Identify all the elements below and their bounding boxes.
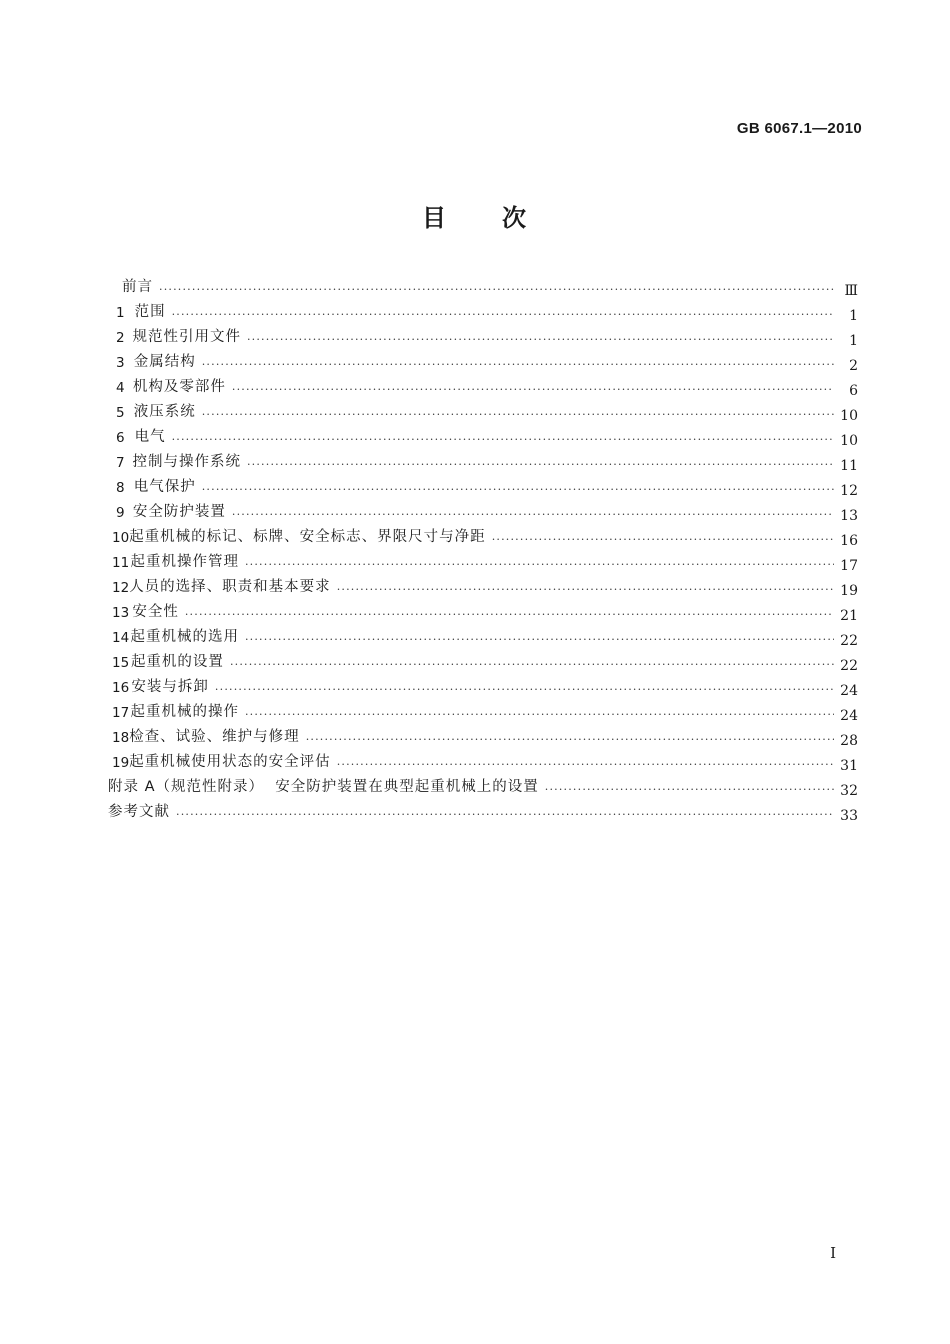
toc-entry-page: 24 xyxy=(840,683,858,699)
toc-entry-page: 13 xyxy=(840,508,858,524)
toc-leader-dots xyxy=(306,730,834,743)
toc-entry-page: 11 xyxy=(840,458,858,474)
toc-entry-number: 15 xyxy=(112,655,130,671)
toc-entry-label: 范围 xyxy=(134,304,166,320)
toc-entry-label: 起重机的设置 xyxy=(130,654,224,670)
toc-entry-page: 32 xyxy=(840,783,858,799)
toc-entry-number: 17 xyxy=(112,705,130,721)
toc-leader-dots xyxy=(159,280,834,293)
toc-entry-number: 10 xyxy=(112,530,130,546)
toc-entry-page: 1 xyxy=(849,308,858,324)
toc-entry-label: 起重机操作管理 xyxy=(130,554,239,570)
toc-leader-dots xyxy=(247,455,834,468)
toc-leader-dots xyxy=(545,780,834,793)
toc-leader-dots xyxy=(172,305,834,318)
toc-leader-dots xyxy=(232,380,834,393)
toc-entry-label: 检查、试验、维护与修理 xyxy=(129,729,300,745)
toc-entry-page: 2 xyxy=(849,358,858,374)
toc-leader-dots xyxy=(215,680,834,693)
toc-entry-number: 11 xyxy=(112,555,130,571)
toc-entry-label: 安全防护装置 xyxy=(132,504,226,520)
table-of-contents xyxy=(108,271,858,824)
toc-leader-dots xyxy=(245,705,834,718)
toc-entry-number: 1 xyxy=(116,305,125,321)
toc-entry-page: 19 xyxy=(840,583,858,599)
toc-entry-number: 2 xyxy=(116,330,125,346)
toc-entry-number: 3 xyxy=(116,355,125,371)
toc-entry-label: 电气保护 xyxy=(133,479,196,495)
toc-entry-page: 17 xyxy=(840,558,858,574)
toc-title-char: 目 xyxy=(422,204,448,232)
toc-leader-dots xyxy=(247,330,834,343)
toc-entry-4[interactable] xyxy=(108,371,858,399)
toc-entry-page: 31 xyxy=(840,758,858,774)
toc-entry-label: 规范性引用文件 xyxy=(132,329,241,345)
toc-entry-page: 10 xyxy=(840,408,858,424)
toc-entry-number: 7 xyxy=(116,455,125,471)
toc-entry-label: 起重机械的操作 xyxy=(130,704,239,720)
toc-entry-number: 6 xyxy=(116,430,125,446)
toc-entry-number: 8 xyxy=(116,480,125,496)
toc-entry-label: 电气 xyxy=(134,429,166,445)
toc-entry-number: 9 xyxy=(116,505,125,521)
toc-leader-dots xyxy=(176,805,834,818)
toc-leader-dots xyxy=(202,405,834,418)
toc-entry-references[interactable] xyxy=(108,796,858,824)
toc-entry-17[interactable] xyxy=(108,696,858,724)
toc-entry-page: 33 xyxy=(840,808,858,824)
toc-entry-page: 6 xyxy=(849,383,858,399)
toc-entry-3[interactable] xyxy=(108,346,858,374)
toc-entry-label: 附录 A（规范性附录） 安全防护装置在典型起重机械上的设置 xyxy=(108,779,539,795)
toc-entry-16[interactable] xyxy=(108,671,858,699)
toc-entry-7[interactable] xyxy=(108,446,858,474)
toc-entry-label: 安全性 xyxy=(132,604,179,620)
toc-entry-page: 1 xyxy=(849,333,858,349)
page-number: I xyxy=(830,1244,836,1262)
toc-entry-18[interactable] xyxy=(108,721,858,749)
toc-entry-12[interactable] xyxy=(108,571,858,599)
toc-entry-1[interactable] xyxy=(108,296,858,324)
toc-entry-5[interactable] xyxy=(108,396,858,424)
toc-entry-label: 金属结构 xyxy=(133,354,196,370)
toc-entry-page: 22 xyxy=(840,633,858,649)
toc-entry-page: Ⅲ xyxy=(844,283,858,299)
toc-entry-8[interactable] xyxy=(108,471,858,499)
toc-entry-14[interactable] xyxy=(108,621,858,649)
toc-entry-label: 机构及零部件 xyxy=(132,379,226,395)
toc-leader-dots xyxy=(202,355,834,368)
toc-leader-dots xyxy=(202,480,834,493)
toc-entry-page: 12 xyxy=(840,483,858,499)
toc-title xyxy=(0,198,950,233)
toc-entry-11[interactable] xyxy=(108,546,858,574)
toc-leader-dots xyxy=(172,430,834,443)
toc-entry-label: 起重机械的选用 xyxy=(130,629,239,645)
toc-entry-number: 14 xyxy=(112,630,130,646)
toc-entry-label: 前言 xyxy=(122,279,153,295)
toc-entry-label: 液压系统 xyxy=(133,404,196,420)
toc-entry-page: 16 xyxy=(840,533,858,549)
toc-leader-dots xyxy=(337,580,834,593)
toc-title-char: 次 xyxy=(502,204,528,232)
toc-entry-10[interactable] xyxy=(108,521,858,549)
toc-entry-label: 安装与拆卸 xyxy=(131,679,209,695)
toc-leader-dots xyxy=(337,755,834,768)
toc-entry-label: 起重机械的标记、标牌、安全标志、界限尺寸与净距 xyxy=(129,529,486,545)
toc-entry-label: 控制与操作系统 xyxy=(132,454,241,470)
toc-entry-appendix-a[interactable] xyxy=(108,771,858,799)
toc-leader-dots xyxy=(185,605,834,618)
toc-entry-number: 4 xyxy=(116,380,125,396)
toc-entry-number: 13 xyxy=(112,605,130,621)
toc-leader-dots xyxy=(492,530,834,543)
toc-leader-dots xyxy=(245,555,834,568)
toc-entry-label: 参考文献 xyxy=(108,804,170,820)
document-code: GB 6067.1—2010 xyxy=(736,120,862,137)
toc-entry-13[interactable] xyxy=(108,596,858,624)
toc-entry-2[interactable] xyxy=(108,321,858,349)
toc-entry-page: 28 xyxy=(840,733,858,749)
toc-entry-number: 16 xyxy=(112,680,130,696)
toc-entry-page: 21 xyxy=(840,608,858,624)
toc-entry-19[interactable] xyxy=(108,746,858,774)
toc-entry-15[interactable] xyxy=(108,646,858,674)
toc-leader-dots xyxy=(245,630,834,643)
toc-entry-number: 5 xyxy=(116,405,125,421)
toc-entry-label: 起重机械使用状态的安全评估 xyxy=(129,754,331,770)
toc-entry-number: 12 xyxy=(112,580,130,596)
toc-entry-foreword[interactable] xyxy=(108,271,858,299)
toc-entry-number: 19 xyxy=(112,755,130,771)
toc-entry-page: 24 xyxy=(840,708,858,724)
toc-leader-dots xyxy=(230,655,834,668)
toc-entry-page: 22 xyxy=(840,658,858,674)
toc-entry-6[interactable] xyxy=(108,421,858,449)
toc-entry-9[interactable] xyxy=(108,496,858,524)
toc-entry-page: 10 xyxy=(840,433,858,449)
toc-leader-dots xyxy=(232,505,834,518)
toc-entry-number: 18 xyxy=(112,730,130,746)
toc-entry-label: 人员的选择、职责和基本要求 xyxy=(129,579,331,595)
